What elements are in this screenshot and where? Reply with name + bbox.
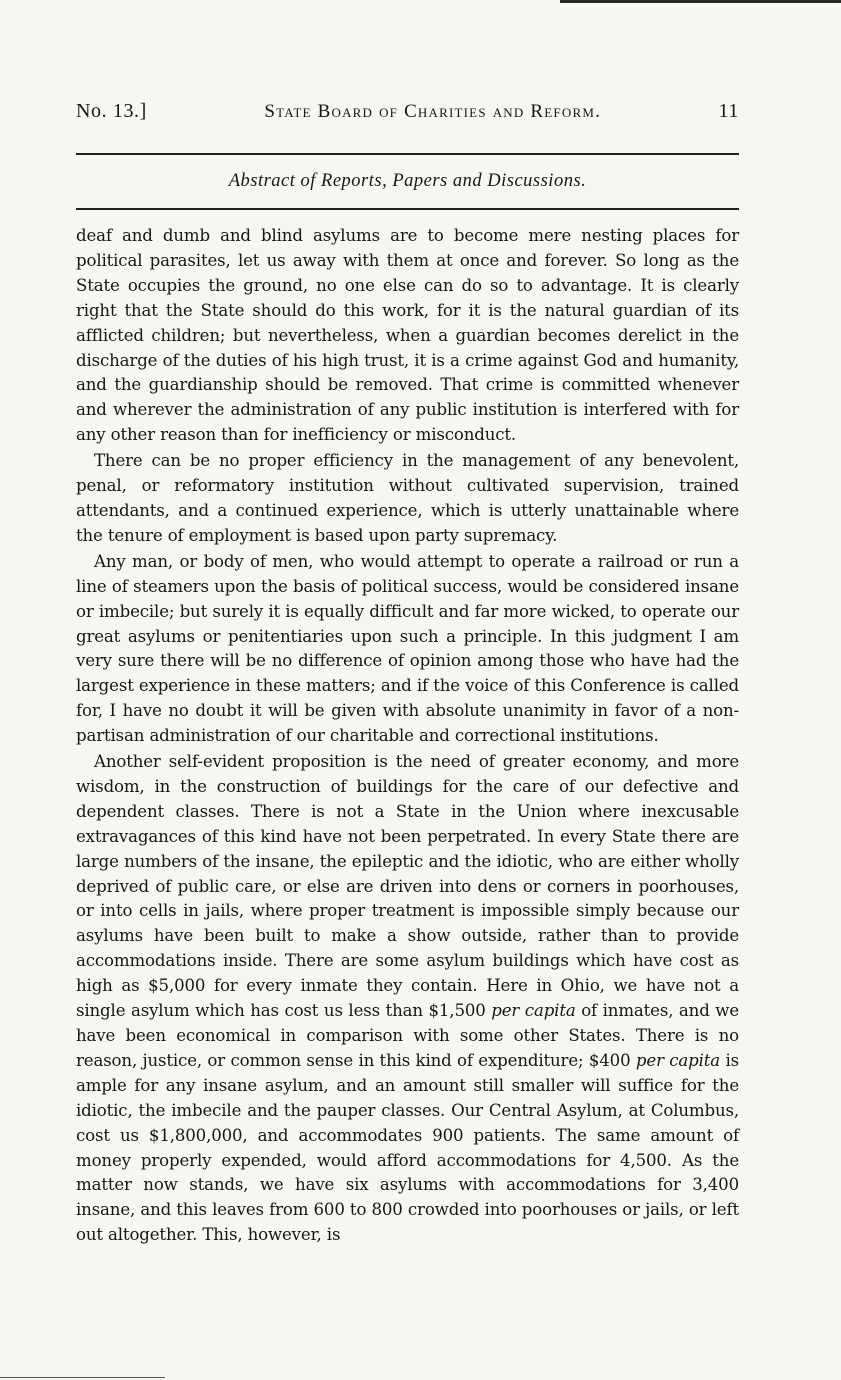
footer-rule xyxy=(0,1377,165,1378)
report-number: No. 13.] xyxy=(76,100,147,122)
header-rule-top xyxy=(76,153,739,155)
paragraph-4: Another self-evident proposition is the need of greater economy, and more wisdom, in the construction of buildings for the care of our defective and dependent classes. There is not a State in the Union where inexcusable extravagances of this kind have not been perpetrated. In every State there are large numbers of the insane, the epileptic and the idiotic, who are either wholly deprived of public care, or else are driven into dens or corners in poorhouses, or into cells in jails, where proper treatment is impossible simply because our asylums have been built to make a show outside, rather than to provide accommodations inside. There are some asylum buildings which have cost as high as $5,000 for every inmate they contain. Here in Ohio, we have not a single asylum which has cost us less than $1,500 per capita of inmates, and we have been economical in comparison with some other States. There is no reason, justice, or common sense in this kind of expenditure; $400 per capita is ample for any insane asylum, and an amount still smaller will suffice for the idiotic, the imbecile and the pauper classes. Our Central Asylum, at Columbus, cost us $1,800,000, and accommodates 900 patients. The same amount of money properly expended, would afford accommodations for 4,500. As the matter now stands, we have six asylums with accommodations for 3,400 insane, and this leaves from 600 to 800 crowded into poorhouses or jails, or left out altogether. This, however, is xyxy=(76,752,740,1245)
italic-per-capita: per capita xyxy=(491,1001,576,1021)
document-page xyxy=(76,100,739,1248)
italic-per-capita: per capita xyxy=(635,1050,721,1070)
paragraph-2: There can be no proper efficiency in the management of any benevolent, penal, or reformatory institution without cultivated supervision, trained attendants, and a continued experience, which is utterly unattainable where the tenure of employment is based upon party supremacy. xyxy=(76,451,739,545)
body-text xyxy=(76,224,739,1248)
section-heading: Abstract of Reports, Papers and Discussions. xyxy=(228,171,587,191)
paragraph-3: Any man, or body of men, who would attempt to operate a railroad or run a line of steamers upon the basis of political success, would be considered insane or imbecile; but surely it is equally difficult and far more wicked, to operate our great asylums or penitentiaries upon such a principle. In this judgment I am very sure there will be no difference of opinion among those who have had the largest experience in these matters; and if the voice of this Conference is called for, I have no doubt it will be given with absolute unanimity in favor of a non-partisan administration of our charitable and correctional institutions. xyxy=(76,551,739,746)
page-edge-mark xyxy=(560,0,841,3)
publication-title: State Board of Charities and Reform. xyxy=(264,101,602,122)
header-rule-bottom xyxy=(76,208,739,210)
running-header xyxy=(76,100,739,123)
page-number: 11 xyxy=(718,100,739,122)
paragraph-1: deaf and dumb and blind asylums are to become mere nesting places for political parasites, let us away with them at once and forever. So long as the State occupies the ground, no one else can do so to advantage. It is clearly right that the State should do this work, for it is the natural guardian of its afflicted children; but nevertheless, when a guardian becomes derelict in the discharge of the duties of his high trust, it is a crime against God and humanity, and the guardianship should be removed. That crime is committed whenever and wherever the administration of any public institution is interfered with for any other reason than for inefficiency or misconduct. xyxy=(76,226,739,445)
